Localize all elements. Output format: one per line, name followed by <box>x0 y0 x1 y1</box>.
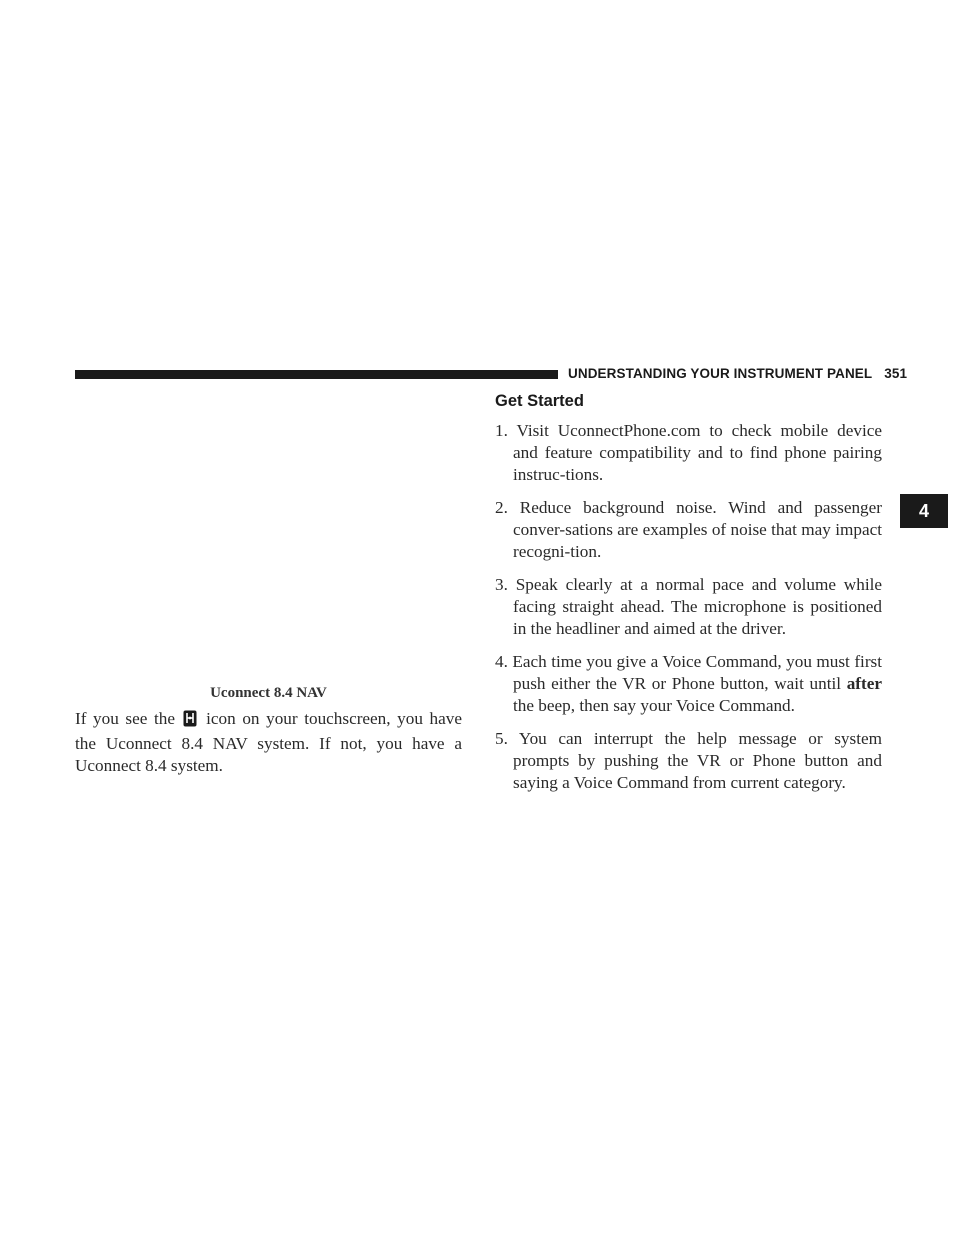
step-number: 2. <box>495 498 508 517</box>
step-text: You can interrupt the help message or system prompts by pushing the VR or Phone button and saying a Voice Command from current category. <box>513 729 882 792</box>
paragraph-text-before-icon: If you see the <box>75 709 175 728</box>
step-text: Each time you give a Voice Command, you must first push either the VR or Phone button, wait until <box>512 652 883 693</box>
step-emphasis: after <box>846 674 882 693</box>
step-number: 1. <box>495 421 508 440</box>
figure-caption: Uconnect 8.4 NAV <box>210 685 327 701</box>
step-number: 3. <box>495 575 508 594</box>
header-rule <box>75 370 558 379</box>
nav-icon <box>183 710 197 733</box>
steps-list <box>495 420 882 805</box>
step-text: Speak clearly at a normal pace and volume while facing straight ahead. The microphone is positioned in the headliner and aimed at the driver. <box>513 575 882 638</box>
step-number: 4. <box>495 652 508 671</box>
step-number: 5. <box>495 729 508 748</box>
paragraph-text-after-icon: icon on your touchscreen, you have the Uconnect 8.4 NAV system. If not, you have a Uconnect 8.4 system. <box>75 709 462 775</box>
section-title: UNDERSTANDING YOUR INSTRUMENT PANEL <box>568 366 873 381</box>
step-text-continued: the beep, then say your Voice Command. <box>513 696 795 715</box>
chapter-tab: 4 <box>900 494 948 528</box>
list-item <box>495 728 882 794</box>
step-text: Visit UconnectPhone.com to check mobile device and feature compatibility and to find phone pairing instruc-tions. <box>513 421 882 484</box>
list-item <box>495 651 882 717</box>
step-text: Reduce background noise. Wind and passenger conver-sations are examples of noise that may impact recogni-tion. <box>513 498 883 561</box>
list-item <box>495 420 882 486</box>
page-number: 351 <box>884 366 908 381</box>
section-heading: Get Started <box>495 392 584 410</box>
list-item <box>495 497 882 563</box>
nav-explanation-paragraph <box>75 708 462 777</box>
running-header <box>568 366 907 381</box>
list-item <box>495 574 882 640</box>
